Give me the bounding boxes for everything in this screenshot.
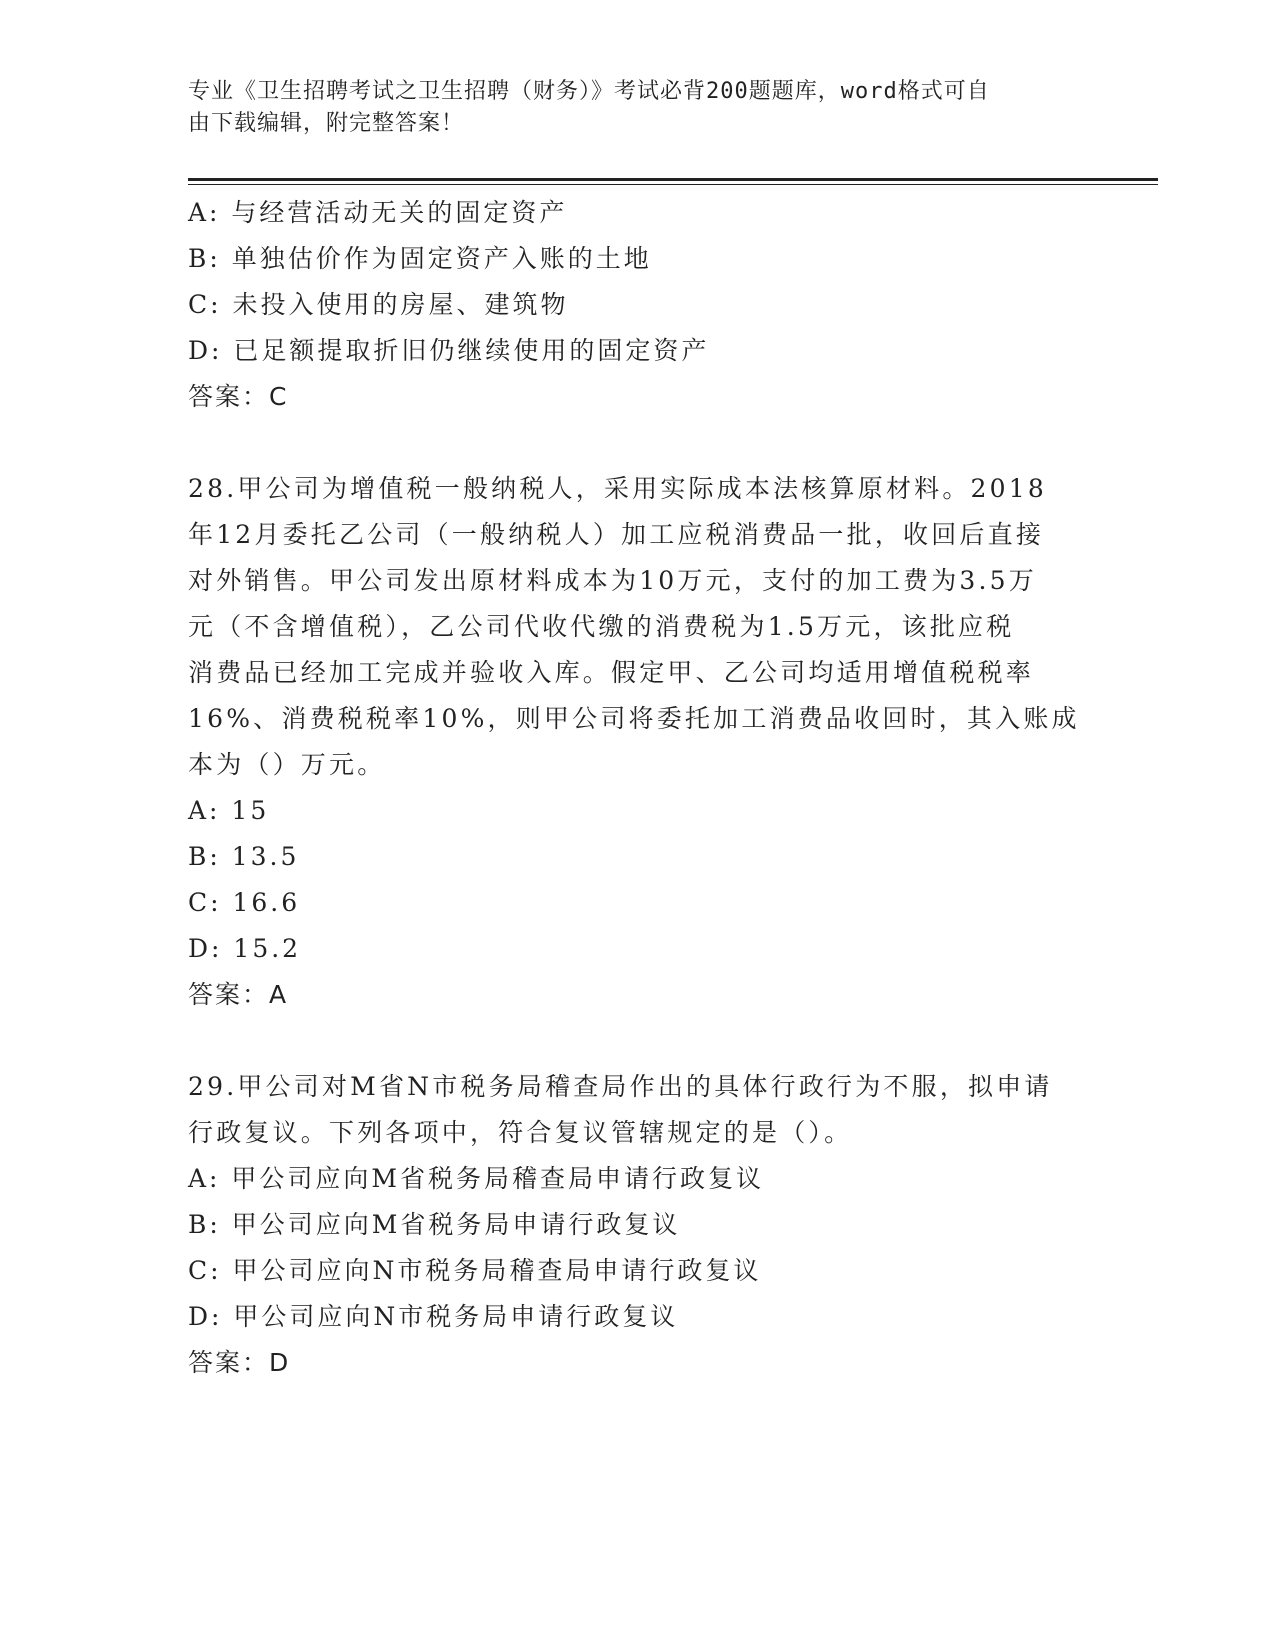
question-line: 29.甲公司对M省N市税务局稽查局作出的具体行政行为不服，拟申请 — [188, 1072, 1053, 1101]
option-a: A: 15 — [188, 796, 270, 825]
question-line: 28.甲公司为增值税一般纳税人，采用实际成本法核算原材料。2018 — [188, 474, 1047, 503]
option-d: D: 已足额提取折旧仍继续使用的固定资产 — [188, 336, 710, 365]
option-c: C: 16.6 — [188, 888, 301, 917]
option-a: A: 甲公司应向M省税务局稽查局申请行政复议 — [188, 1164, 765, 1193]
option-c: C: 未投入使用的房屋、建筑物 — [188, 290, 569, 319]
question-28-block — [188, 466, 1088, 1018]
answer-line: 答案：A — [188, 980, 289, 1009]
option-b: B: 单独估价作为固定资产入账的土地 — [188, 244, 652, 273]
document-header — [188, 76, 1068, 140]
question-line: 行政复议。下列各项中，符合复议管辖规定的是（）。 — [188, 1118, 853, 1147]
header-line-1: 专业《卫生招聘考试之卫生招聘（财务）》考试必背200题题库，word格式可自 — [188, 79, 990, 104]
option-d: D: 15.2 — [188, 934, 302, 963]
question-line: 年12月委托乙公司（一般纳税人）加工应税消费品一批，收回后直接 — [188, 520, 1045, 549]
question-line: 消费品已经加工完成并验收入库。假定甲、乙公司均适用增值税税率 — [188, 658, 1035, 687]
question-28-text — [188, 466, 1088, 788]
question-line: 元（不含增值税），乙公司代收代缴的消费税为1.5万元，该批应税 — [188, 612, 1015, 641]
document-body — [188, 190, 1088, 1386]
option-a: A: 与经营活动无关的固定资产 — [188, 198, 568, 227]
question-line: 对外销售。甲公司发出原材料成本为10万元，支付的加工费为3.5万 — [188, 566, 1037, 595]
question-29-block — [188, 1064, 1088, 1386]
question-line: 本为（）万元。 — [188, 750, 386, 779]
header-rule-thick — [188, 178, 1158, 181]
question-29-text — [188, 1064, 1088, 1156]
option-c: C: 甲公司应向N市税务局稽查局申请行政复议 — [188, 1256, 762, 1285]
option-b: B: 甲公司应向M省税务局申请行政复议 — [188, 1210, 681, 1239]
answer-line: 答案：C — [188, 382, 289, 411]
option-d: D: 甲公司应向N市税务局申请行政复议 — [188, 1302, 679, 1331]
spacer — [188, 1018, 1088, 1064]
header-line-2: 由下载编辑，附完整答案！ — [188, 111, 465, 136]
prev-question-block — [188, 190, 1088, 420]
header-rule-thin — [188, 184, 1158, 185]
answer-line: 答案：D — [188, 1348, 291, 1377]
option-b: B: 13.5 — [188, 842, 300, 871]
question-line: 16%、消费税税率10%，则甲公司将委托加工消费品收回时，其入账成 — [188, 704, 1080, 733]
spacer — [188, 420, 1088, 466]
